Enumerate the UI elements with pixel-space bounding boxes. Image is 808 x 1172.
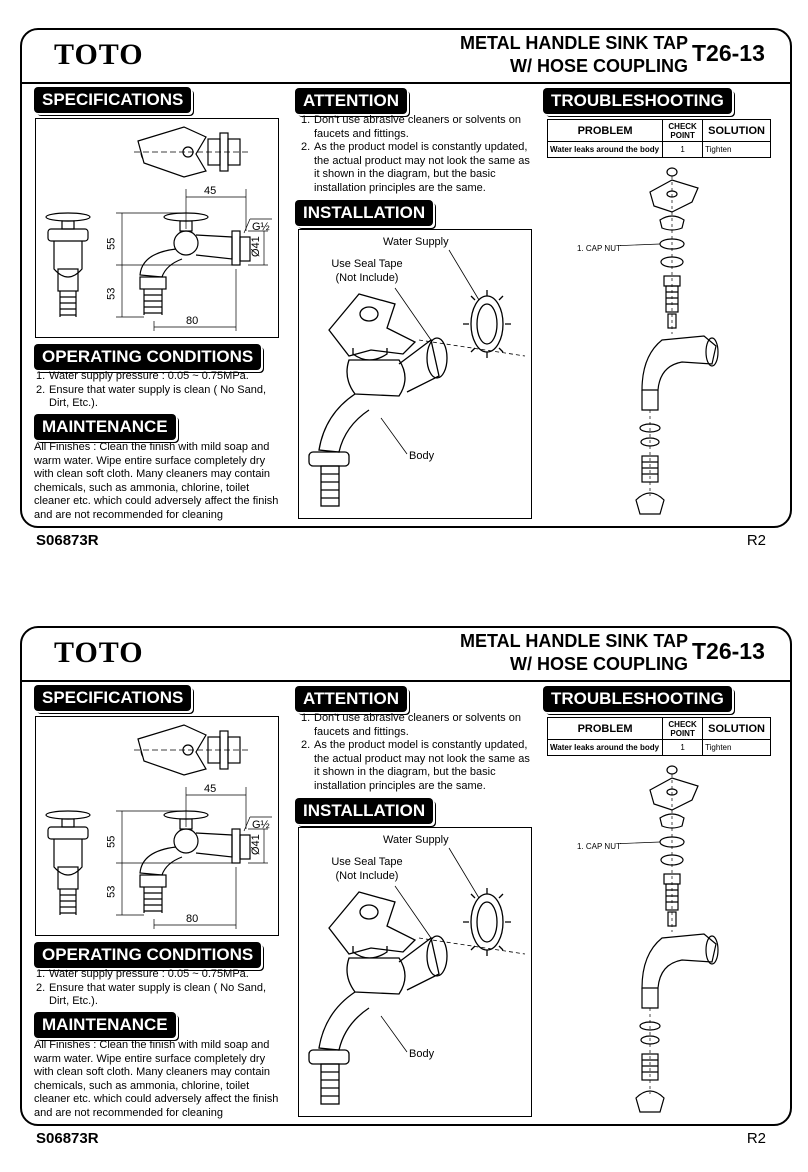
installation-heading: INSTALLATION	[295, 200, 433, 226]
col-solution: SOLUTION	[703, 718, 771, 740]
attention-list	[301, 712, 537, 793]
dim-45: 45	[204, 185, 217, 197]
operating-conditions-heading: OPERATING CONDITIONS	[34, 942, 261, 968]
dim-80: 80	[186, 913, 199, 925]
dim-45: 45	[204, 783, 217, 795]
col-check-point: CHECK POINT	[663, 718, 703, 740]
revision-label: R2	[746, 532, 766, 549]
operating-conditions-list	[36, 968, 282, 1009]
operating-item-1: 1. Water supply pressure : 0.05 ~ 0.75MPa.	[36, 370, 249, 382]
exploded-parts-drawing	[620, 764, 730, 1120]
model-number: T26-13	[692, 638, 765, 664]
installation-drawing-box	[298, 827, 532, 1117]
cap-nut-callout: 1. CAP NUT	[577, 842, 621, 851]
seal-tape-label: Use Seal Tape (Not Include)	[331, 856, 403, 882]
title-line-1: METAL HANDLE SINK TAP	[460, 33, 688, 53]
dim-thread: G½	[252, 819, 270, 831]
instruction-sheet-top	[0, 0, 808, 566]
col-check-point: CHECK POINT	[663, 120, 703, 142]
header-divider	[20, 82, 792, 84]
title-line-2: W/ HOSE COUPLING	[509, 654, 688, 674]
body-label: Body	[409, 1048, 435, 1060]
attention-list	[301, 114, 537, 195]
product-title	[460, 32, 688, 78]
header-divider	[20, 680, 792, 682]
col-problem: PROBLEM	[548, 718, 663, 740]
maintenance-heading: MAINTENANCE	[34, 1012, 176, 1038]
specifications-drawing-box	[35, 716, 279, 936]
cell-solution: Tighten	[703, 142, 771, 158]
table-row	[548, 740, 771, 756]
water-supply-label: Water Supply	[383, 834, 449, 846]
installation-drawing-box	[298, 229, 532, 519]
instruction-sheet-bottom	[0, 598, 808, 1164]
specifications-heading: SPECIFICATIONS	[34, 87, 191, 113]
cap-nut-callout: 1. CAP NUT	[577, 244, 621, 253]
document-code: S06873R	[36, 1130, 99, 1147]
maintenance-text: All Finishes : Clean the finish with mild soap and warm water. Wipe entire surface completely dry with clean soft cloth. Many cleaners may contain chemicals, such as ammonia, chlorine, toilet cleaner etc. which could adversely affect the finish and are not recommended for cleaning	[34, 441, 279, 521]
attention-heading: ATTENTION	[295, 686, 407, 712]
installation-heading: INSTALLATION	[295, 798, 433, 824]
operating-conditions-heading: OPERATING CONDITIONS	[34, 344, 261, 370]
specifications-heading: SPECIFICATIONS	[34, 685, 191, 711]
dim-53: 53	[105, 287, 118, 300]
brand-logo: TOTO	[54, 636, 144, 669]
body-label: Body	[409, 450, 435, 462]
maintenance-heading: MAINTENANCE	[34, 414, 176, 440]
cell-check-point: 1	[663, 142, 703, 158]
attention-item-2: 2. As the product model is constantly updated, the actual product may not look the same as it shown in the diagram, but the basic installation principles are the same.	[301, 141, 530, 194]
dim-diameter-41: Ø41	[250, 834, 262, 855]
troubleshooting-heading: TROUBLESHOOTING	[543, 88, 732, 114]
exploded-parts-drawing	[620, 166, 730, 522]
title-line-2: W/ HOSE COUPLING	[509, 56, 688, 76]
dim-diameter-41: Ø41	[250, 236, 262, 257]
attention-heading: ATTENTION	[295, 88, 407, 114]
operating-item-2: 2. Ensure that water supply is clean ( No Sand, Dirt, Etc.).	[36, 383, 267, 409]
cell-check-point: 1	[663, 740, 703, 756]
specifications-drawing-box	[35, 118, 279, 338]
seal-tape-label: Use Seal Tape (Not Include)	[331, 258, 403, 284]
dim-55: 55	[105, 835, 118, 848]
col-solution: SOLUTION	[703, 120, 771, 142]
troubleshooting-heading: TROUBLESHOOTING	[543, 686, 732, 712]
maintenance-text: All Finishes : Clean the finish with mild soap and warm water. Wipe entire surface completely dry with clean soft cloth. Many cleaners may contain chemicals, such as ammonia, chlorine, toilet cleaner etc. which could adversely affect the finish and are not recommended for cleaning	[34, 1039, 279, 1119]
operating-item-2: 2. Ensure that water supply is clean ( No Sand, Dirt, Etc.).	[36, 981, 267, 1007]
troubleshooting-table	[547, 717, 771, 756]
table-row	[548, 142, 771, 158]
operating-item-1: 1. Water supply pressure : 0.05 ~ 0.75MPa.	[36, 968, 249, 980]
dimension-drawing	[36, 717, 280, 937]
cell-problem: Water leaks around the body	[548, 740, 663, 756]
document-code: S06873R	[36, 532, 99, 549]
table-header-row	[548, 120, 771, 142]
troubleshooting-table	[547, 119, 771, 158]
dim-53: 53	[105, 885, 118, 898]
model-number: T26-13	[692, 40, 765, 66]
col-problem: PROBLEM	[548, 120, 663, 142]
cell-problem: Water leaks around the body	[548, 142, 663, 158]
cell-solution: Tighten	[703, 740, 771, 756]
revision-label: R2	[746, 1130, 766, 1147]
attention-item-1: 1. Don't use abrasive cleaners or solvents on faucets and fittings.	[301, 114, 521, 140]
brand-logo: TOTO	[54, 38, 144, 71]
attention-item-2: 2. As the product model is constantly updated, the actual product may not look the same as it shown in the diagram, but the basic installation principles are the same.	[301, 739, 530, 792]
operating-conditions-list	[36, 370, 282, 411]
attention-item-1: 1. Don't use abrasive cleaners or solvents on faucets and fittings.	[301, 712, 521, 738]
dimension-drawing	[36, 119, 280, 339]
title-line-1: METAL HANDLE SINK TAP	[460, 631, 688, 651]
table-header-row	[548, 718, 771, 740]
product-title	[460, 630, 688, 676]
dim-thread: G½	[252, 221, 270, 233]
water-supply-label: Water Supply	[383, 236, 449, 248]
dim-80: 80	[186, 315, 199, 327]
dim-55: 55	[105, 237, 118, 250]
